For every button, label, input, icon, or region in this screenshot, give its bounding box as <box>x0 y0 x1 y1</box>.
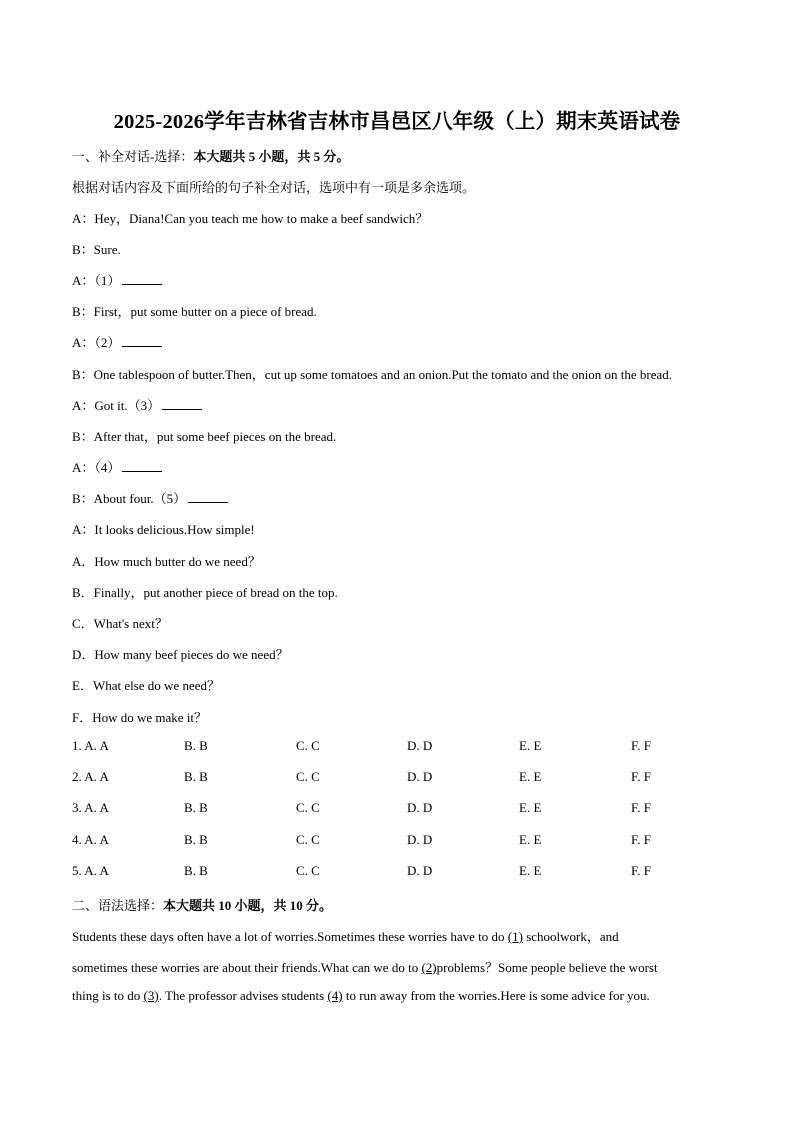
answer-blank[interactable] <box>122 470 162 472</box>
option-item: E．What else do we need？ <box>72 678 221 694</box>
answer-choice[interactable]: C. C <box>296 738 320 753</box>
blank-2[interactable]: (2) <box>421 960 437 975</box>
answer-choice[interactable]: F. F <box>631 831 651 847</box>
answer-choice[interactable]: D. D <box>407 738 433 753</box>
section1-heading-bold: 本大题共 5 小题，共 5 分。 <box>193 149 350 164</box>
passage-text: . The professor advises students <box>158 988 325 1003</box>
answer-blank[interactable] <box>122 283 162 285</box>
blank-4[interactable]: (4) <box>327 988 343 1003</box>
section1-heading <box>72 146 349 165</box>
option-item: C．What's next？ <box>72 616 168 632</box>
option-item: F．How do we make it？ <box>72 709 208 725</box>
section2-heading-bold: 本大题共 10 小题，共 10 分。 <box>163 898 333 913</box>
dialogue-text: A：（1） <box>72 273 121 289</box>
answer-choice[interactable]: E. E <box>519 800 542 816</box>
dialogue-line <box>72 488 228 507</box>
answer-choice[interactable]: 1. A. A <box>72 738 109 753</box>
answer-blank[interactable] <box>188 501 228 503</box>
dialogue-line <box>72 364 672 383</box>
answer-choice[interactable]: E. E <box>519 769 542 785</box>
answer-choice[interactable]: 5. A. A <box>72 862 109 878</box>
answer-choice[interactable]: C. C <box>296 769 320 785</box>
answer-choice[interactable]: F. F <box>631 862 651 878</box>
answer-choice[interactable]: C. C <box>296 800 320 816</box>
answer-choice[interactable]: B. B <box>184 831 208 847</box>
dialogue-text: A：Got it.（3） <box>72 397 161 413</box>
dialogue-line <box>72 239 121 258</box>
dialogue-line <box>72 208 428 227</box>
dialogue-text: A：（4） <box>72 459 121 475</box>
passage-text: schoolwork，and <box>526 929 619 944</box>
passage-text: thing is to do <box>72 988 141 1003</box>
dialogue-text: A：It looks delicious.How simple! <box>72 522 255 537</box>
option-item: B．Finally，put another piece of bread on the top. <box>72 585 338 601</box>
answer-choice[interactable]: B. B <box>184 769 208 785</box>
dialogue-line <box>72 519 255 538</box>
dialogue-text: B：First，put some butter on a piece of bread. <box>72 304 317 320</box>
passage-text: sometimes these worries are about their friends.What can we do to <box>72 960 419 975</box>
dialogue-line <box>72 332 162 351</box>
answer-choice[interactable]: B. B <box>184 738 208 753</box>
answer-choice[interactable]: D. D <box>407 800 433 816</box>
answer-choice[interactable]: F. F <box>631 738 651 753</box>
passage-text: problems？Some people believe the worst <box>436 960 658 975</box>
page-title: 2025-2026学年吉林省吉林市昌邑区八年级（上）期末英语试卷 <box>113 111 681 133</box>
answer-choice[interactable]: B. B <box>184 800 208 816</box>
answer-choice[interactable]: D. D <box>407 831 433 847</box>
dialogue-text: A：Hey，Diana!Can you teach me how to make a beef sandwich？ <box>72 211 429 226</box>
passage-line-2 <box>72 957 722 976</box>
option-item: A．How much butter do we need？ <box>72 554 261 569</box>
section2-heading-prefix: 二、语法选择： <box>72 898 164 913</box>
answer-choice[interactable]: 2. A. A <box>72 769 109 785</box>
passage-line-1 <box>72 926 722 945</box>
answer-choice[interactable]: B. B <box>184 862 208 878</box>
answer-blank[interactable] <box>162 408 202 410</box>
answer-choice[interactable]: F. F <box>631 769 651 785</box>
section1-instruction: 根据对话内容及下面所给的句子补全对话，选项中有一项是多余选项。 <box>72 180 476 195</box>
dialogue-line <box>72 426 336 445</box>
blank-3[interactable]: (3) <box>143 988 159 1003</box>
dialogue-line <box>72 301 317 320</box>
passage-text: Students these days often have a lot of worries.Sometimes these worries have to do <box>72 929 505 944</box>
passage-text: to run away from the worries.Here is some advice for you. <box>345 988 650 1003</box>
dialogue-text: B：About four.（5） <box>72 490 187 506</box>
answer-choice[interactable]: E. E <box>519 831 542 847</box>
answer-blank[interactable] <box>122 345 162 347</box>
dialogue-line <box>72 457 162 476</box>
section2-heading <box>72 895 332 914</box>
answer-choice[interactable]: C. C <box>296 862 320 878</box>
dialogue-line <box>72 270 162 289</box>
dialogue-text: A：（2） <box>72 335 121 351</box>
dialogue-text: B：Sure. <box>72 242 121 258</box>
answer-choice[interactable]: E. E <box>519 862 542 878</box>
answer-choice[interactable]: E. E <box>519 738 542 753</box>
answer-choice[interactable]: F. F <box>631 800 651 816</box>
dialogue-text: B：After that，put some beef pieces on the bread. <box>72 428 337 444</box>
blank-1[interactable]: (1) <box>507 929 523 944</box>
dialogue-text: B：One tablespoon of butter.Then，cut up some tomatoes and an onion.Put the tomato and the onion on the bread. <box>72 366 673 382</box>
answer-choice[interactable]: 3. A. A <box>72 800 109 816</box>
section1-heading-prefix: 一、补全对话-选择： <box>72 149 194 164</box>
answer-choice[interactable]: 4. A. A <box>72 831 109 847</box>
answer-choice[interactable]: D. D <box>407 862 433 878</box>
dialogue-line <box>72 395 202 414</box>
answer-choice[interactable]: D. D <box>407 769 433 785</box>
option-item: D．How many beef pieces do we need？ <box>72 647 289 663</box>
answer-choice[interactable]: C. C <box>296 831 320 847</box>
passage-line-3 <box>72 988 722 1004</box>
